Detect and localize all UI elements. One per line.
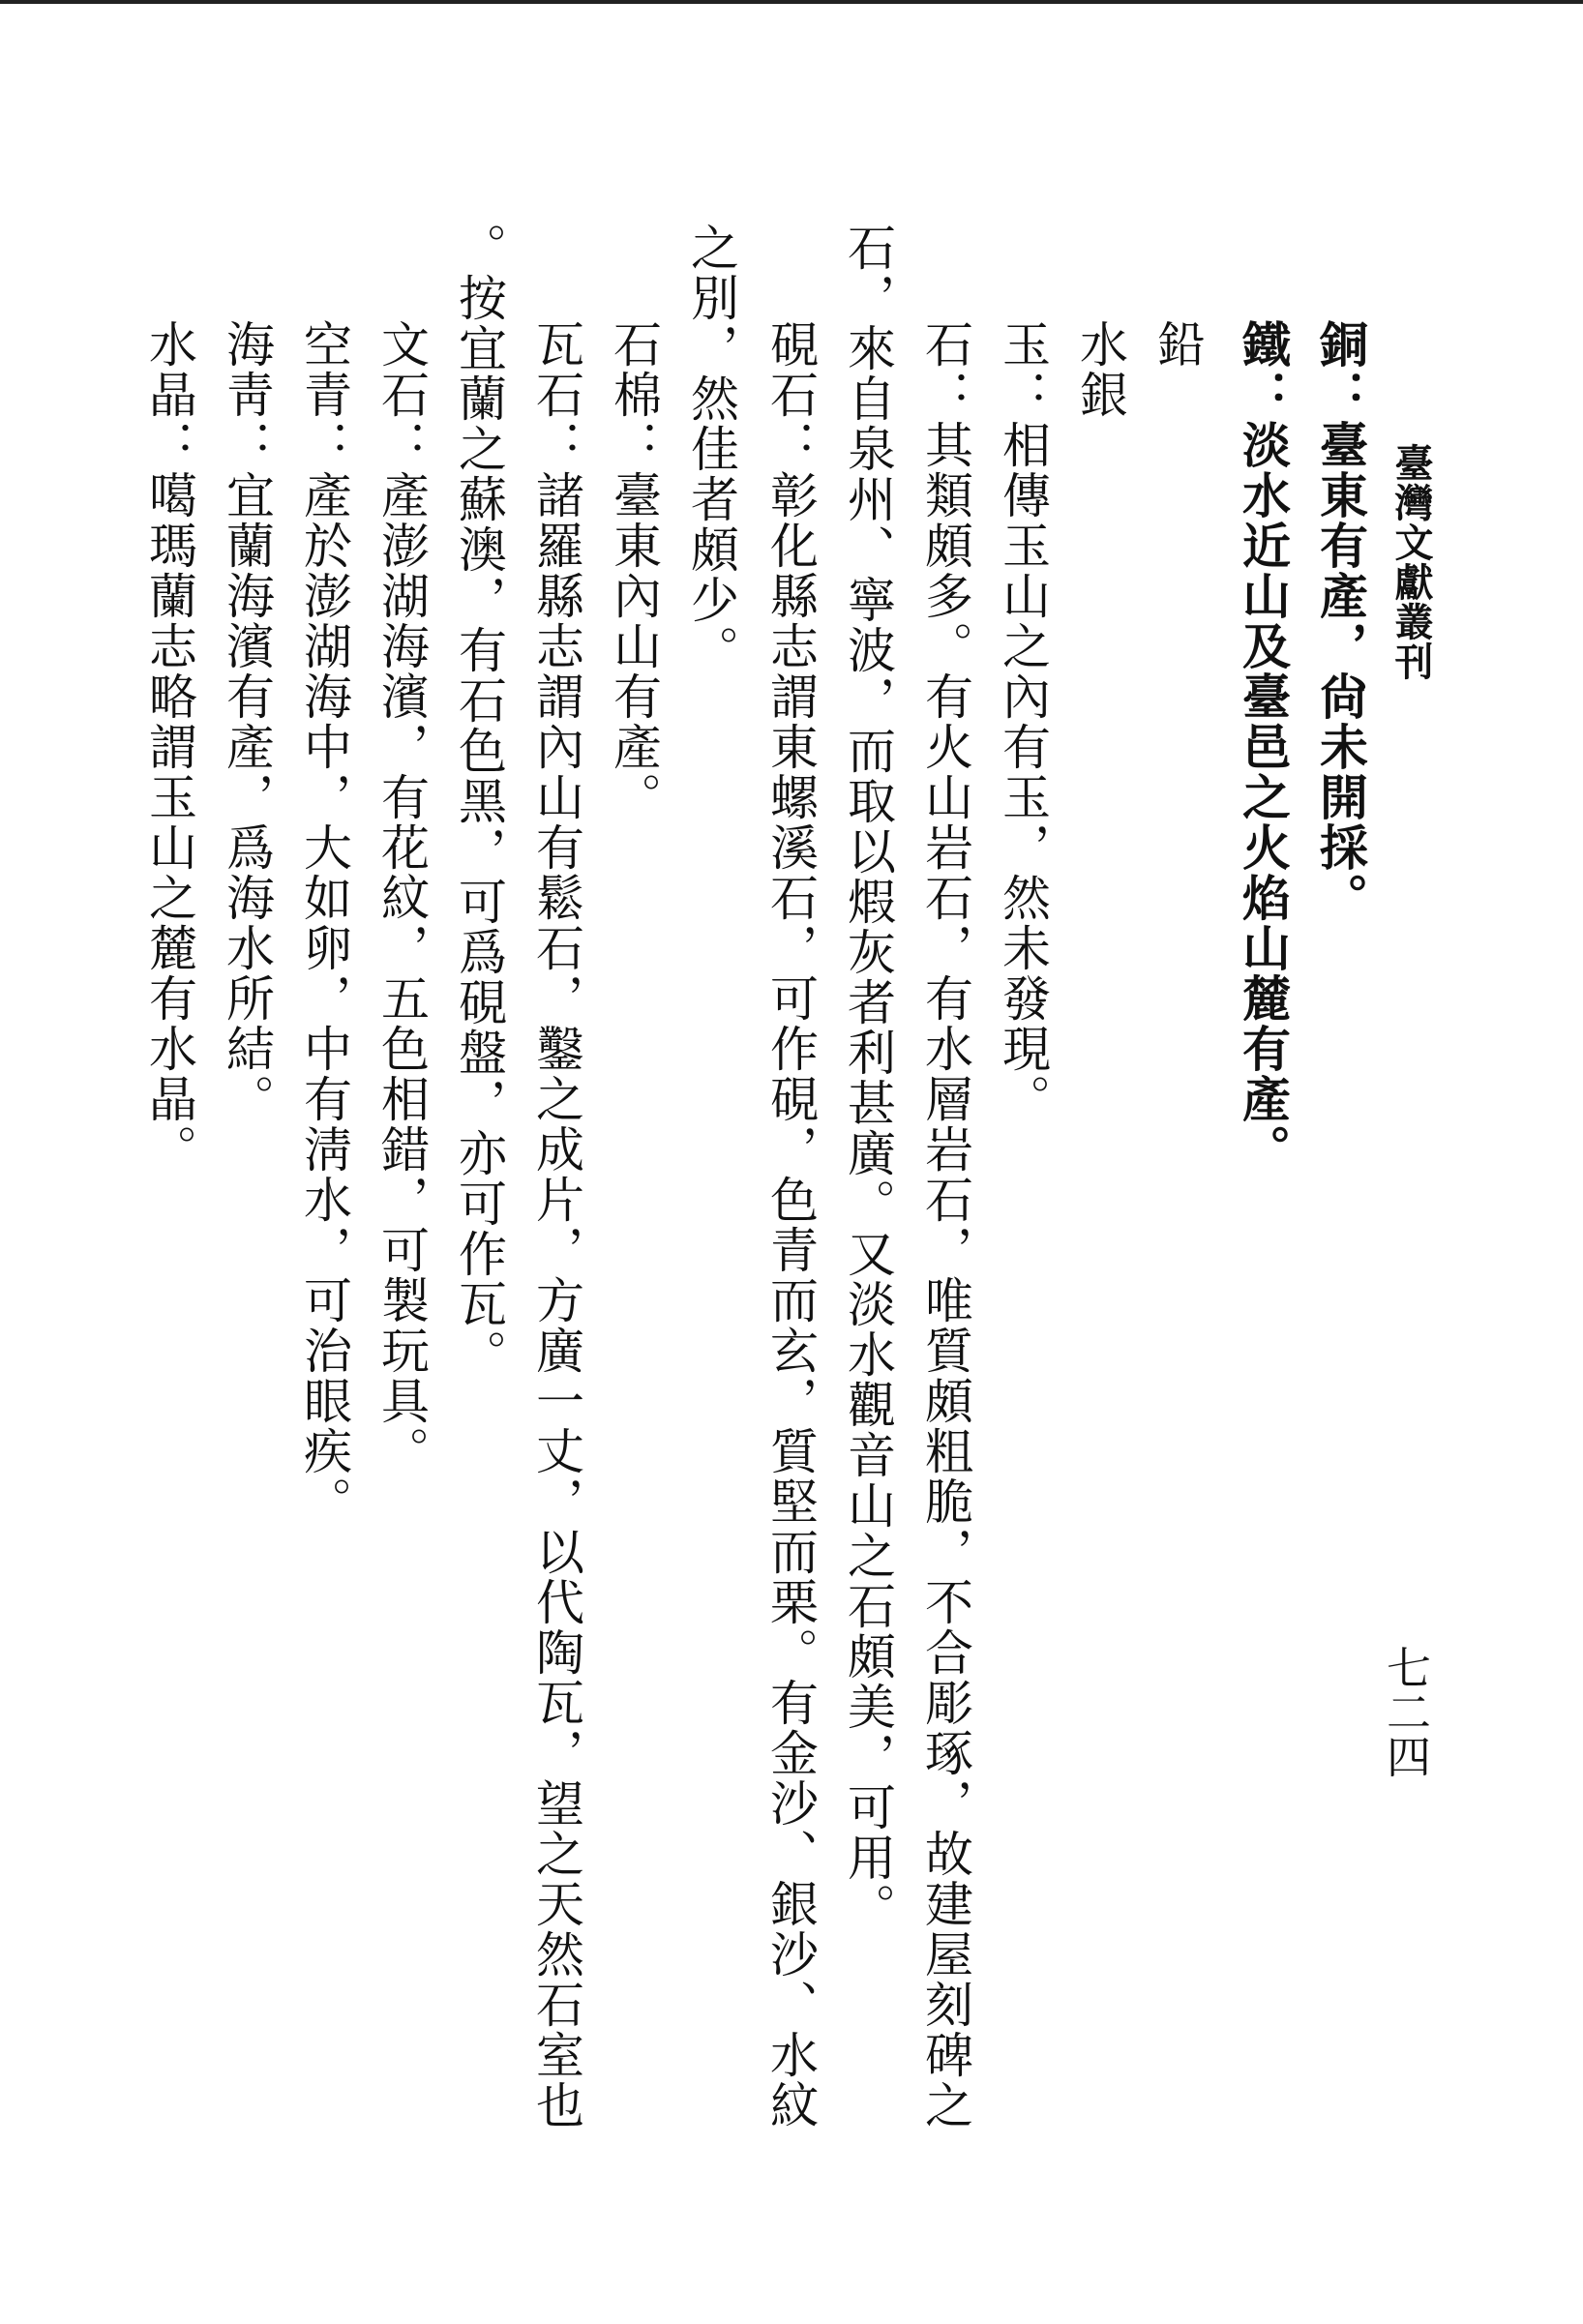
text-column-13: 文石：產澎湖海濱，有花紋，五色相錯，可製玩具。 [373,319,430,1476]
top-border-line [0,0,1583,4]
text-column-6: 石：其類頗多。有火山岩石，有水層岩石，唯質頗粗脆，不合彫琢，故建屋刻碑之 [917,319,973,2130]
text-column-2: 鐵：淡水近山及臺邑之火焰山麓有產。 [1235,319,1292,1175]
text-column-9: 之別，然佳者頗少。 [683,223,739,675]
text-column-1: 銅：臺東有產，尙未開採。 [1312,319,1369,923]
text-column-3: 鉛 [1150,319,1206,370]
text-column-8: 硯石：彰化縣志謂東螺溪石，可作硯，色青而玄，質堅而栗。有金沙、銀沙、水紋 [762,319,819,2130]
text-column-7: 石，來自泉州、寧波，而取以煆灰者利甚廣。又淡水觀音山之石頗美，可用。 [840,223,896,1933]
running-header-title: 臺灣文獻叢刊 [1389,443,1434,681]
page-number: 七二四 [1380,1645,1432,1778]
text-column-4: 水銀 [1072,319,1128,420]
text-column-14: 空青：產於澎湖海中，大如卵，中有淸水，可治眼疾。 [296,319,352,1527]
text-column-16: 水晶：噶瑪蘭志略謂玉山之麓有水晶。 [141,319,197,1175]
text-column-11: 瓦石：諸羅縣志謂內山有鬆石，鑿之成片，方廣一丈，以代陶瓦，望之天然石室也 [528,319,584,2130]
text-column-12: 。按宜蘭之蘇澳，有石色黑，可爲硯盤，亦可作瓦。 [451,223,507,1380]
text-column-5: 玉：相傳玉山之內有玉，然未發現。 [995,319,1051,1124]
text-column-10: 石棉：臺東內山有產。 [606,319,662,822]
text-column-15: 海靑：宜蘭海濱有產，爲海水所結。 [219,319,275,1124]
